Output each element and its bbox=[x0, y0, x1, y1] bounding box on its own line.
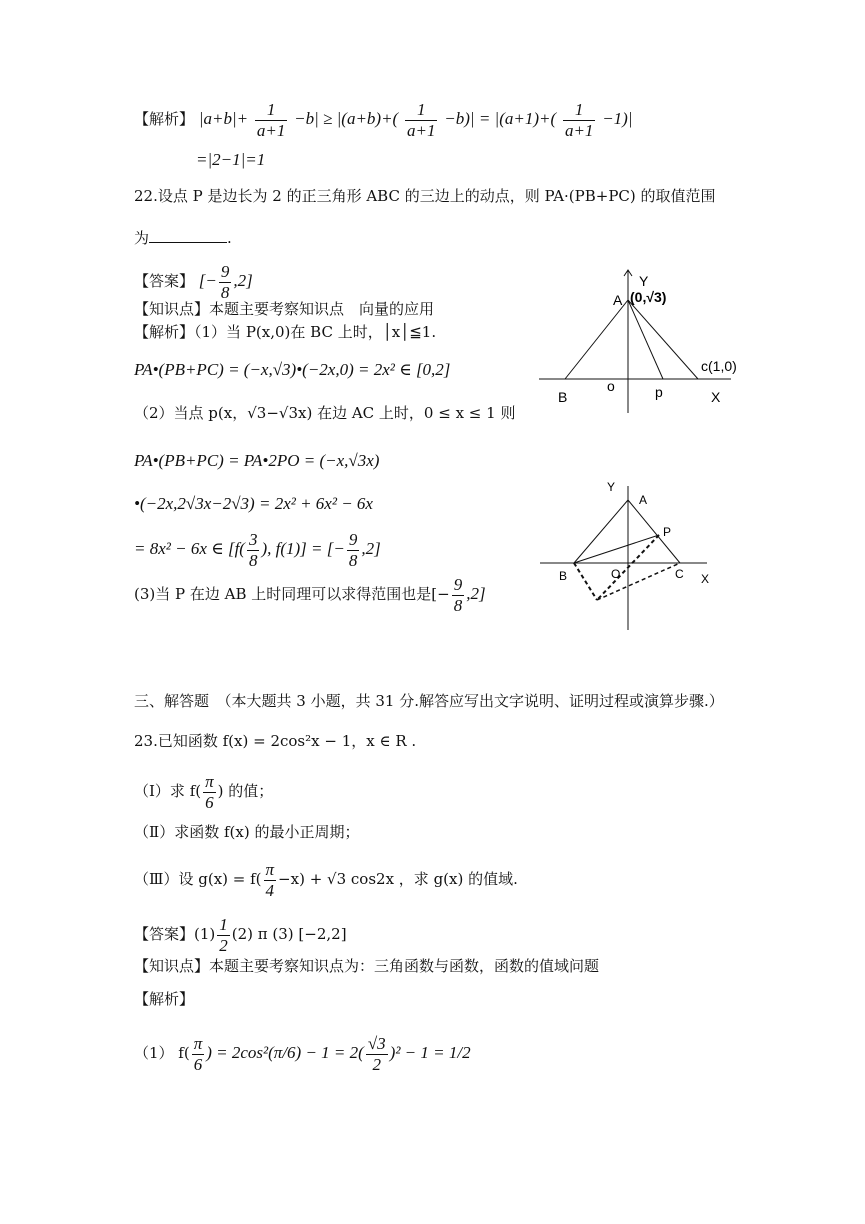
label-c: C bbox=[675, 567, 684, 581]
q23-part2: （Ⅱ）求函数 f(x) 的最小正周期； bbox=[134, 823, 360, 841]
q22-solution-1-eq: PA•(PB+PC) = (−x,√3)•(−2x,0) = 2x² ∈ [0,2] bbox=[134, 360, 451, 379]
q21-solution-line2: =|2−1|=1 bbox=[196, 150, 266, 169]
q21-expr-start: |a+b|+ bbox=[198, 109, 249, 129]
edge-ac bbox=[628, 500, 680, 563]
label-x: X bbox=[711, 389, 721, 405]
figure-triangle-1 bbox=[535, 265, 775, 415]
label-p: p bbox=[655, 384, 663, 400]
q23-part1: （Ⅰ）求 f( $\frac{\pi}{6}$ ) 的值； bbox=[134, 772, 274, 812]
figure-triangle-2 bbox=[535, 478, 725, 633]
label-b: B bbox=[558, 389, 568, 405]
q23-stem: 23.已知函数 f(x) = 2cos²x − 1，x ∈ R . bbox=[134, 732, 417, 750]
label-y: Y bbox=[639, 273, 649, 289]
q23-solution-label: 【解析】 bbox=[134, 990, 195, 1008]
jiexi-label: 【解析】 bbox=[134, 110, 195, 129]
q22-stem-line2: 为 . bbox=[134, 229, 232, 247]
label-a: A bbox=[639, 493, 648, 507]
segment-bp bbox=[574, 535, 659, 563]
q22-solution-2-eq2: •(−2x,2√3x−2√3) = 2x² + 6x² − 6x bbox=[134, 494, 373, 513]
edge-ab bbox=[565, 300, 628, 379]
q22-solution-2: （2）当点 p(x，√3−√3x) 在边 AC 上时，0 ≤ x ≤ 1 则 bbox=[134, 404, 516, 422]
q21-frac-3: $\frac{1}{a+1}$ bbox=[564, 100, 594, 140]
q23-answer: 【答案】(1) $\frac{1}{2}$ (2) π (3) [−2,2] bbox=[134, 915, 347, 955]
q22-stem: 22.设点 P 是边长为 2 的正三角形 ABC 的三边上的动点，则 PA·(PB+PC) 的取值范围 bbox=[134, 187, 716, 205]
q23-solution-1: （1） f( $\frac{\pi}{6}$ ) = 2cos²(π/6) − 1 = 2( $\frac{√3}{2}$ )² − 1 = 1/2 bbox=[134, 1034, 471, 1074]
label-o: O bbox=[611, 567, 621, 581]
label-c: c(1,0) bbox=[701, 358, 737, 374]
answer-blank bbox=[149, 228, 227, 243]
label-p: P bbox=[663, 525, 672, 539]
q22-knowledge: 【知识点】本题主要考察知识点 向量的应用 bbox=[134, 300, 435, 318]
q21-expr-end: −1)| bbox=[602, 109, 633, 129]
q21-solution-line1 bbox=[134, 100, 633, 140]
label-a-coord: (0,√3) bbox=[630, 289, 667, 305]
q22-solution-3: (3)当 P 在边 AB 上时同理可以求得范围也是[− $\frac{9}{8}$ ,2] bbox=[134, 575, 486, 615]
dashed-bd bbox=[574, 563, 597, 600]
q22-solution-2-eq1: PA•(PB+PC) = PA•2PO = (−x,√3x) bbox=[134, 451, 380, 470]
daan-label: 【答案】 bbox=[134, 272, 195, 291]
label-a: A bbox=[613, 292, 623, 308]
q23-part3: （Ⅲ）设 g(x) = f( $\frac{\pi}{4}$ −x) + √3 cos2x ，求 g(x) 的值域. bbox=[134, 860, 518, 900]
q22-solution-2-eq3: = 8x² − 6x ∈ [f( $\frac{3}{8}$ ), f(1)] = [− $\frac{9}{8}$ ,2] bbox=[134, 530, 381, 570]
q23-knowledge: 【知识点】本题主要考察知识点为：三角函数与函数，函数的值域问题 bbox=[134, 957, 600, 975]
q21-frac-2: $\frac{1}{a+1}$ bbox=[407, 100, 436, 140]
q21-frac: $\frac{1}{a+1}$ bbox=[256, 100, 286, 140]
label-o: o bbox=[607, 378, 615, 394]
edge-ac bbox=[628, 300, 698, 379]
section3-heading: 三、解答题 （本大题共 3 小题，共 31 分.解答应写出文字说明、证明过程或演算步骤.） bbox=[134, 692, 724, 710]
q21-expr-mid: −b| ≥ |(a+b)+( bbox=[294, 109, 399, 129]
label-b: B bbox=[559, 569, 568, 583]
q21-expr-mid2: −b)| = |(a+1)+( bbox=[444, 109, 557, 129]
q22-answer: 【答案】 [− $\frac{9}{8}$ ,2] bbox=[134, 262, 253, 302]
dashed-dc bbox=[597, 563, 680, 600]
edge-ab bbox=[574, 500, 628, 563]
segment-ap bbox=[628, 300, 663, 379]
label-y: Y bbox=[607, 480, 616, 494]
label-x: X bbox=[701, 572, 710, 586]
q22-solution-1: 【解析】（1）当 P(x,0)在 BC 上时，│x│≦1. bbox=[134, 323, 437, 341]
